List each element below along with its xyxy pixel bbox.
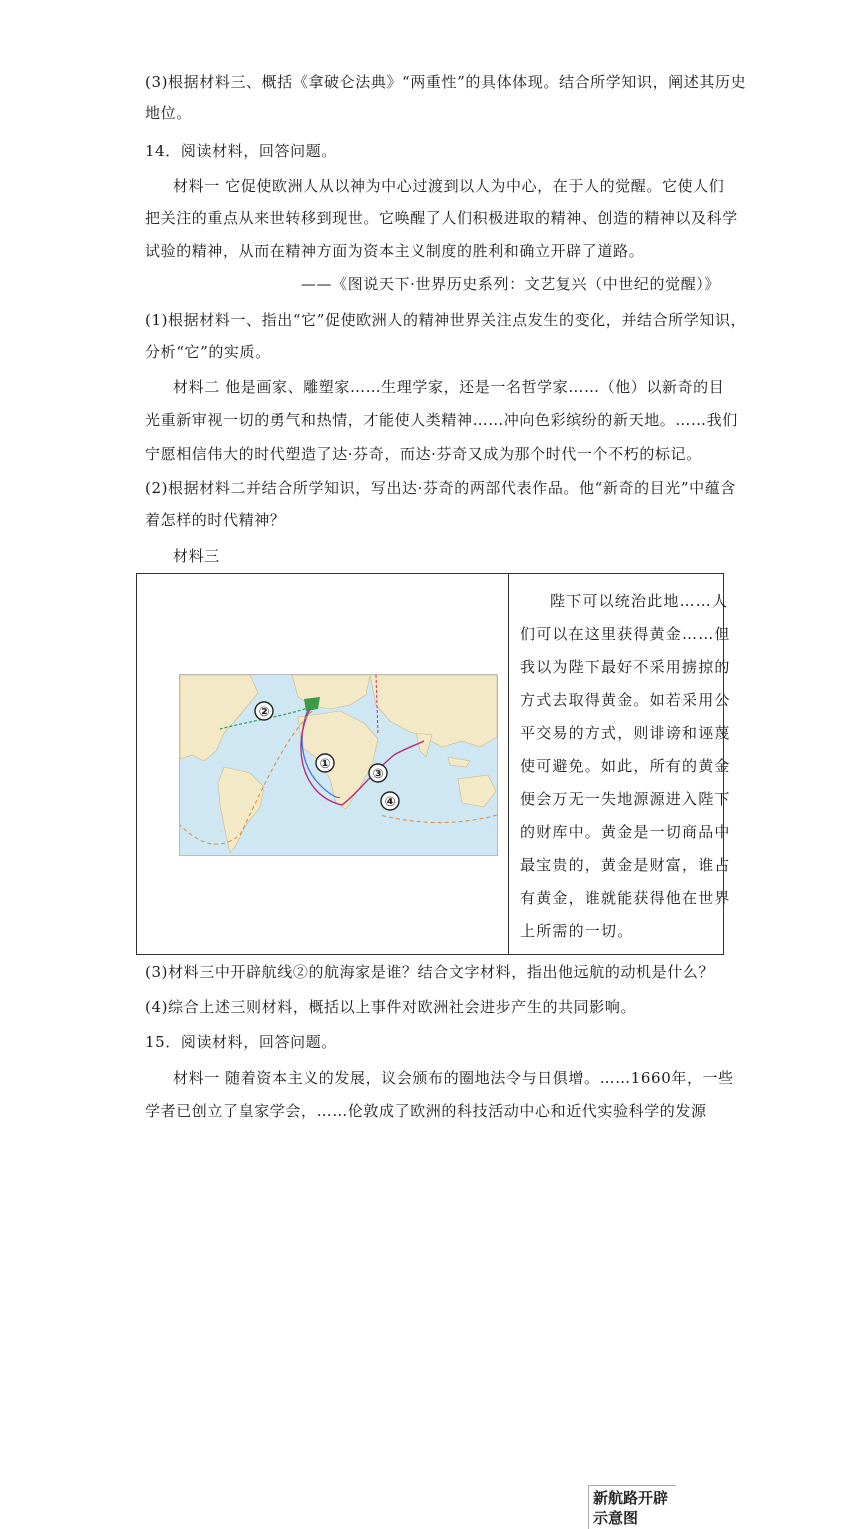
- quote-line: 平交易的方式，则诽谤和诬蔑: [520, 724, 731, 742]
- route-1-label: ①: [319, 757, 331, 772]
- material-2-line-2: 光重新审视一切的勇气和热情，才能使人类精神……冲向色彩缤纷的新天地。……我们: [145, 411, 738, 429]
- material-1-line-3: 试验的精神，从而在精神方面为资本主义制度的胜利和确立开辟了道路。: [145, 242, 645, 260]
- material-3-quote: [520, 585, 731, 948]
- question-14-2-line-1: (2)根据材料二并结合所学知识，写出达·芬奇的两部代表作品。他“新奇的目光”中蕴含: [145, 479, 736, 497]
- route-1-marker: [316, 754, 334, 772]
- question-14-2-line-2: 着怎样的时代精神？: [145, 511, 286, 529]
- quote-line: 有黄金，谁就能获得他在世界: [520, 889, 731, 907]
- quote-line: 方式去取得黄金。如若采用公: [520, 691, 731, 709]
- route-2-label: ②: [258, 705, 270, 720]
- question-13-3-line-2: 地位。: [145, 104, 192, 122]
- material-15-1-line-2: 学者已创立了皇家学会，……伦敦成了欧洲的科技活动中心和近代实验科学的发源: [145, 1102, 707, 1120]
- quote-line: 的财库中。黄金是一切商品中: [520, 823, 731, 841]
- map-caption: 新航路开辟示意图: [588, 1485, 676, 1529]
- material-3-label: 材料三: [173, 547, 220, 565]
- quote-line: 最宝贵的，黄金是财富，谁占: [520, 856, 731, 874]
- question-14-1-line-1: (1)根据材料一、指出“它”促使欧洲人的精神世界关注点发生的变化，并结合所学知识，: [145, 311, 747, 329]
- question-15-title: 15．阅读材料，回答问题。: [145, 1033, 337, 1051]
- question-14-1-line-2: 分析“它”的实质。: [145, 343, 271, 361]
- material-15-1-line-1: 材料一 随着资本主义的发展，议会颁布的圈地法令与日俱增。……1660年，一些: [173, 1069, 734, 1087]
- iberia-highlight: [304, 697, 320, 711]
- quote-line: 我以为陛下最好不采用掳掠的: [520, 658, 731, 676]
- quote-line: 们可以在这里获得黄金……但: [520, 625, 731, 643]
- route-3-marker: [369, 764, 387, 782]
- material-1-line-1: 材料一 它促使欧洲人从以神为中心过渡到以人为中心，在于人的觉醒。它使人们: [173, 177, 725, 195]
- quote-line: 使可避免。如此，所有的黄金: [520, 757, 731, 775]
- material-2-line-1: 材料二 他是画家、雕塑家……生理学家，还是一名哲学家……（他）以新奇的目: [173, 378, 725, 396]
- route-3-label: ③: [372, 767, 384, 782]
- quote-line: 便会万无一失地源源进入陛下: [520, 790, 731, 808]
- material-2-line-3: 宁愿相信伟大的时代塑造了达·芬奇，而达·芬奇又成为那个时代一个不朽的标记。: [145, 445, 702, 463]
- question-14-4: (4)综合上述三则材料，概括以上事件对欧洲社会进步产生的共同影响。: [145, 998, 637, 1016]
- question-14-3: (3)材料三中开辟航线②的航海家是谁？结合文字材料，指出他远航的动机是什么？: [145, 963, 715, 981]
- route-4-label: ④: [384, 795, 396, 810]
- quote-line: 陛下可以统治此地……人: [550, 592, 729, 610]
- route-2-marker: [255, 702, 273, 720]
- quote-line: 上所需的一切。: [520, 922, 634, 940]
- question-14-title: 14．阅读材料，回答问题。: [145, 142, 337, 160]
- material-1-citation: ——《图说天下·世界历史系列：文艺复兴（中世纪的觉醒）》: [300, 275, 720, 293]
- question-13-3-line-1: (3)根据材料三、概括《拿破仑法典》“两重性”的具体体现。结合所学知识，阐述其历史: [145, 73, 747, 91]
- route-4-marker: [381, 792, 399, 810]
- map-drawing: [180, 675, 497, 855]
- table-divider: [508, 574, 509, 954]
- material-1-line-2: 把关注的重点从来世转移到现世。它唤醒了人们积极进取的精神、创造的精神以及科学: [145, 209, 738, 227]
